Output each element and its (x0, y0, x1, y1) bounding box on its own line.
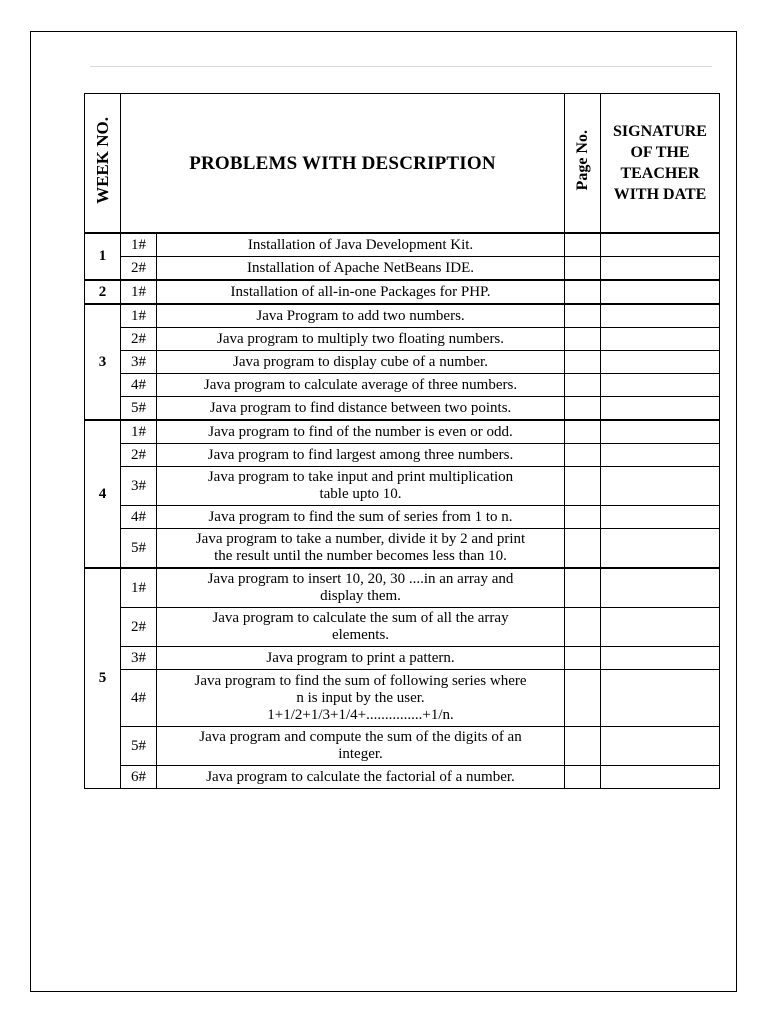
problem-description (157, 727, 565, 766)
page-no-cell (565, 529, 601, 569)
problem-number: 4# (121, 670, 157, 727)
table-row (85, 568, 720, 608)
signature-cell (601, 647, 720, 670)
problem-description-line: Java program to find the sum of series from 1 to n. (208, 508, 513, 525)
signature-cell (601, 568, 720, 608)
problem-description-line: Java program to find largest among three numbers. (207, 446, 514, 463)
problem-description-line: Java program to find distance between two points. (209, 399, 512, 416)
problem-number: 3# (121, 467, 157, 506)
program-list (85, 233, 720, 789)
problem-description-line: Java program to calculate the sum of all the array (212, 610, 509, 626)
signature-cell (601, 727, 720, 766)
problem-description-line: Java Program to add two numbers. (256, 307, 465, 324)
problem-description-line: n is input by the user. (296, 689, 425, 706)
problem-description (157, 328, 565, 351)
signature-cell (601, 608, 720, 647)
problem-description (157, 304, 565, 328)
table-row (85, 304, 720, 328)
week-number: 2 (85, 280, 121, 304)
problem-description-line: elements. (331, 627, 390, 643)
week-number: 3 (85, 304, 121, 420)
problem-number: 1# (121, 568, 157, 608)
problem-description (157, 351, 565, 374)
page-no-cell (565, 233, 601, 257)
table-row (85, 444, 720, 467)
problem-description (157, 529, 565, 569)
problem-description (157, 568, 565, 608)
page-no-cell (565, 257, 601, 281)
problem-number: 6# (121, 766, 157, 789)
problem-description (157, 608, 565, 647)
problem-number: 1# (121, 420, 157, 444)
table-row (85, 397, 720, 421)
table-row (85, 420, 720, 444)
problem-number: 1# (121, 304, 157, 328)
problem-description-line: Installation of Java Development Kit. (247, 236, 474, 253)
signature-cell (601, 304, 720, 328)
problem-number: 5# (121, 727, 157, 766)
signature-cell (601, 766, 720, 789)
header-rule (90, 66, 712, 67)
problem-number: 5# (121, 397, 157, 421)
page-no-cell (565, 766, 601, 789)
signature-cell (601, 529, 720, 569)
signature-cell (601, 444, 720, 467)
signature-cell (601, 328, 720, 351)
page-no-header-label: Page No. (574, 130, 592, 191)
page-no-cell (565, 506, 601, 529)
problem-number: 4# (121, 506, 157, 529)
table-row (85, 766, 720, 789)
signature-cell (601, 506, 720, 529)
problem-description-line: Java program to calculate the factorial of a number. (206, 768, 515, 785)
week-no-header-label: WEEK NO. (93, 117, 112, 204)
page-no-cell (565, 397, 601, 421)
problem-description (157, 397, 565, 421)
problem-description-line: Java program to display cube of a number. (233, 353, 488, 370)
problem-description (157, 766, 565, 789)
problem-description (157, 374, 565, 397)
header-row (85, 94, 720, 234)
table-row (85, 727, 720, 766)
week-no-header (85, 94, 121, 234)
problem-description (157, 257, 565, 281)
problem-description-line: Java program to take input and print multiplication (207, 469, 514, 485)
problem-number: 4# (121, 374, 157, 397)
week-number: 4 (85, 420, 121, 568)
problem-number: 2# (121, 328, 157, 351)
problem-description (157, 420, 565, 444)
signature-cell (601, 670, 720, 727)
problems-header: PROBLEMS WITH DESCRIPTION (121, 94, 565, 234)
week-number: 1 (85, 233, 121, 280)
problem-description-line: Java program to calculate average of three numbers. (203, 376, 518, 393)
problem-description (157, 506, 565, 529)
page-no-cell (565, 608, 601, 647)
problem-description-line: 1+1/2+1/3+1/4+...............+1/n. (267, 706, 454, 723)
problem-description-line: Java program and compute the sum of the digits of an (199, 729, 522, 745)
signature-cell (601, 280, 720, 304)
signature-header-line: WITH DATE (613, 186, 707, 203)
signature-cell (601, 467, 720, 506)
problem-description-line: Java program to multiply two floating numbers. (216, 330, 505, 347)
problem-description (157, 670, 565, 727)
page-no-cell (565, 304, 601, 328)
problem-description-line: Java program to insert 10, 20, 30 ....in an array and (207, 571, 514, 587)
signature-cell (601, 351, 720, 374)
signature-header-line: SIGNATURE (613, 123, 707, 140)
page-no-cell (565, 647, 601, 670)
table-row (85, 257, 720, 281)
problem-number: 3# (121, 351, 157, 374)
problem-description-line: integer. (338, 746, 383, 762)
problem-description-line: display them. (320, 588, 401, 604)
problem-number: 5# (121, 529, 157, 569)
problem-number: 2# (121, 257, 157, 281)
page-no-cell (565, 420, 601, 444)
page-no-cell (565, 328, 601, 351)
problem-description (157, 233, 565, 257)
signature-cell (601, 233, 720, 257)
problem-number: 3# (121, 647, 157, 670)
page-no-cell (565, 568, 601, 608)
problem-description (157, 467, 565, 506)
page-no-cell (565, 670, 601, 727)
page-no-cell (565, 727, 601, 766)
problem-description-line: table upto 10. (319, 486, 402, 502)
table-row (85, 374, 720, 397)
table-row (85, 506, 720, 529)
table-row (85, 608, 720, 647)
problem-number: 2# (121, 608, 157, 647)
table-row (85, 233, 720, 257)
table-row (85, 280, 720, 304)
problem-description (157, 280, 565, 304)
table-row (85, 670, 720, 727)
signature-cell (601, 374, 720, 397)
problem-description-line: Installation of Apache NetBeans IDE. (247, 259, 475, 276)
page-no-cell (565, 444, 601, 467)
problem-description (157, 647, 565, 670)
table-row (85, 647, 720, 670)
problem-description-line: Java program to print a pattern. (266, 649, 455, 666)
page-no-header (565, 94, 601, 234)
table-row (85, 529, 720, 569)
signature-header-line: TEACHER (620, 165, 700, 182)
problem-description-line: Java program to find of the number is even or odd. (208, 423, 513, 440)
table-row (85, 351, 720, 374)
table-row (85, 328, 720, 351)
problem-description-line: Java program to find the sum of following series where (194, 672, 527, 689)
problem-description-line: the result until the number becomes less than 10. (214, 548, 507, 564)
signature-header (601, 94, 720, 234)
problem-description-line: Installation of all-in-one Packages for PHP. (230, 283, 491, 300)
page-no-cell (565, 280, 601, 304)
page-no-cell (565, 374, 601, 397)
problem-number: 2# (121, 444, 157, 467)
table-row (85, 467, 720, 506)
page-no-cell (565, 467, 601, 506)
signature-cell (601, 397, 720, 421)
signature-header-line: OF THE (630, 144, 690, 161)
problem-description (157, 444, 565, 467)
signature-cell (601, 257, 720, 281)
page-no-cell (565, 351, 601, 374)
week-number: 5 (85, 568, 121, 789)
problem-number: 1# (121, 233, 157, 257)
program-index-table (84, 93, 720, 789)
problem-number: 1# (121, 280, 157, 304)
signature-cell (601, 420, 720, 444)
problem-description-line: Java program to take a number, divide it by 2 and print (195, 531, 526, 547)
